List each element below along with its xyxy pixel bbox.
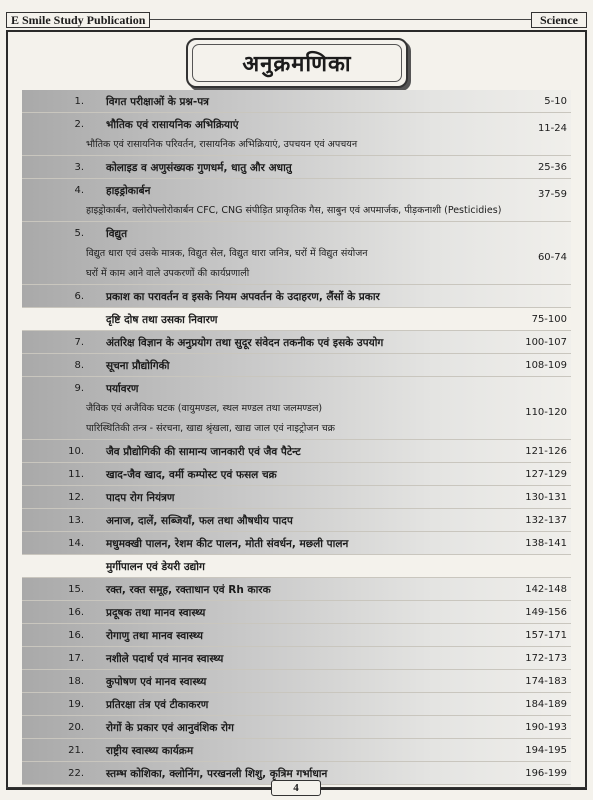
toc-pages: 127-129 (525, 469, 567, 480)
toc-number: 2. (74, 119, 84, 130)
toc-row (22, 624, 571, 647)
toc-title: रोगाणु तथा मानव स्वास्थ्य (106, 630, 203, 642)
toc-pages: 5-10 (544, 96, 567, 107)
toc-number: 7. (74, 337, 84, 348)
toc-pages: 196-199 (525, 768, 567, 779)
toc-title: भौतिक एवं रासायनिक अभिक्रियाएं (106, 119, 239, 131)
toc-row (22, 331, 571, 354)
toc-row (22, 578, 571, 601)
toc-title: प्रदूषक तथा मानव स्वास्थ्य (106, 607, 206, 619)
page-number: 4 (271, 780, 321, 796)
toc-row (22, 463, 571, 486)
toc-title: प्रतिरक्षा तंत्र एवं टीकाकरण (106, 699, 209, 711)
toc-title: रोगों के प्रकार एवं आनुवंशिक रोग (106, 722, 234, 734)
toc-row (22, 670, 571, 693)
toc-row (22, 179, 571, 222)
toc-row (22, 222, 571, 285)
toc-title: स्तम्भ कोशिका, क्लोनिंग, परखनली शिशु, कृत्रिम गर्भाधान (106, 768, 328, 780)
toc-pages: 184-189 (525, 699, 567, 710)
header-bar (6, 12, 587, 28)
toc-pages: 174-183 (525, 676, 567, 687)
subject-label: Science (531, 12, 587, 28)
toc-number: 16. (68, 630, 84, 641)
toc-row (22, 532, 571, 555)
title-box (186, 38, 408, 88)
toc-row (22, 693, 571, 716)
toc-pages: 108-109 (525, 360, 567, 371)
toc-pages: 149-156 (525, 607, 567, 618)
toc-number: 13. (68, 515, 84, 526)
toc-row (22, 354, 571, 377)
toc-title: दृष्टि दोष तथा उसका निवारण (106, 314, 218, 326)
toc-number: 19. (68, 699, 84, 710)
toc-subtopic: घरों में काम आने वाले उपकरणों की कार्यप्रणाली (86, 268, 250, 279)
toc-number: 5. (74, 228, 84, 239)
toc-pages: 142-148 (525, 584, 567, 595)
toc-number: 15. (68, 584, 84, 595)
toc-row (22, 601, 571, 624)
toc-row (22, 440, 571, 463)
toc-row (22, 308, 571, 331)
toc-subtopic: भौतिक एवं रासायनिक परिवर्तन, रासायनिक अभिक्रियाएं, उपचयन एवं अपचयन (86, 139, 358, 150)
toc-pages: 172-173 (525, 653, 567, 664)
toc-number: 8. (74, 360, 84, 371)
toc-subtopic: हाइड्रोकार्बन, क्लोरोफ्लोरोकार्बन CFC, CNG संपीड़ित प्राकृतिक गैस, साबुन एवं अपमार्जक, पीड़कनाशी (Pesticidies) (86, 205, 502, 216)
toc-number: 4. (74, 185, 84, 196)
toc-pages: 25-36 (537, 162, 567, 173)
toc-pages: 190-193 (525, 722, 567, 733)
toc-title: रक्त, रक्त समूह, रक्ताधान एवं Rh कारक (106, 584, 271, 596)
toc-title: पादप रोग नियंत्रण (106, 492, 175, 504)
toc-pages: 75-100 (531, 314, 567, 325)
toc-pages: 138-141 (525, 538, 567, 549)
toc-pages: 130-131 (525, 492, 567, 503)
toc-number: 20. (68, 722, 84, 733)
toc-pages: 100-107 (525, 337, 567, 348)
toc-number: 1. (74, 96, 84, 107)
toc-number: 12. (68, 492, 84, 503)
toc-title: हाइड्रोकार्बन (106, 185, 151, 197)
toc-pages: 60-74 (537, 252, 567, 263)
toc-number: 10. (68, 446, 84, 457)
toc-number: 6. (74, 291, 84, 302)
toc-title: खाद-जैव खाद, वर्मी कम्पोस्ट एवं फसल चक्र (106, 469, 277, 481)
toc-title: अंतरिक्ष विज्ञान के अनुप्रयोग तथा सुदूर संवेदन तकनीक एवं इसके उपयोग (106, 337, 384, 349)
toc-row (22, 739, 571, 762)
toc-pages: 157-171 (525, 630, 567, 641)
toc-title: प्रकाश का परावर्तन व इसके नियम अपवर्तन के उदाहरण, लैंसों के प्रकार (106, 291, 380, 303)
toc-subtopic: विद्युत धारा एवं उसके मात्रक, विद्युत सेल, विद्युत धारा जनित्र, घरों में विद्युत संयोजन (86, 248, 368, 259)
toc-row (22, 647, 571, 670)
toc-row (22, 113, 571, 156)
toc-subtopic: पारिस्थितिकी तन्त्र - संरचना, खाद्य श्रृंखला, खाद्य जाल एवं नाइट्रोजन चक्र (86, 423, 335, 434)
toc-row (22, 509, 571, 532)
toc-number: 14. (68, 538, 84, 549)
toc-number: 3. (74, 162, 84, 173)
toc-title: विगत परीक्षाओं के प्रश्न-पत्र (106, 96, 209, 108)
toc-number: 16. (68, 607, 84, 618)
toc-row (22, 156, 571, 179)
toc-title: सूचना प्रौद्योगिकी (106, 360, 170, 372)
toc-number: 21. (68, 745, 84, 756)
toc-number: 18. (68, 676, 84, 687)
toc-pages: 194-195 (525, 745, 567, 756)
toc-title: अनाज, दालें, सब्जियाँ, फल तथा औषधीय पादप (106, 515, 293, 527)
toc-pages: 11-24 (537, 123, 567, 134)
toc-title: पर्यावरण (106, 383, 139, 395)
toc-title: मुर्गीपालन एवं डेयरी उद्योग (106, 561, 205, 573)
toc-title: कोलाइड व अणुसंख्यक गुणधर्म, धातु और अधातु (106, 162, 292, 174)
toc-title: विद्युत (106, 228, 128, 240)
toc-row (22, 90, 571, 113)
toc-number: 22. (68, 768, 84, 779)
page-title: अनुक्रमणिका (192, 44, 402, 82)
toc-row (22, 555, 571, 578)
toc-row (22, 716, 571, 739)
toc-title: कुपोषण एवं मानव स्वास्थ्य (106, 676, 207, 688)
toc-row (22, 285, 571, 308)
toc-pages: 37-59 (537, 189, 567, 200)
toc-title: राष्ट्रीय स्वास्थ्य कार्यक्रम (106, 745, 194, 757)
toc-pages: 132-137 (525, 515, 567, 526)
publisher-label: E Smile Study Publication (6, 12, 150, 28)
toc-title: मधुमक्खी पालन, रेशम कीट पालन, मोती संवर्धन, मछली पालन (106, 538, 349, 550)
toc-number: 17. (68, 653, 84, 664)
toc-pages: 121-126 (525, 446, 567, 457)
toc-number: 9. (74, 383, 84, 394)
toc-title: नशीले पदार्थ एवं मानव स्वास्थ्य (106, 653, 224, 665)
toc-row (22, 377, 571, 440)
toc-title: जैव प्रौद्योगिकी की सामान्य जानकारी एवं जैव पैटेन्ट (106, 446, 301, 458)
toc-number: 11. (68, 469, 84, 480)
toc-pages: 110-120 (525, 407, 567, 418)
toc-subtopic: जैविक एवं अजैविक घटक (वायुमण्डल, स्थल मण्डल तथा जलमण्डल) (86, 403, 323, 414)
toc-row (22, 486, 571, 509)
table-of-contents (22, 90, 571, 785)
